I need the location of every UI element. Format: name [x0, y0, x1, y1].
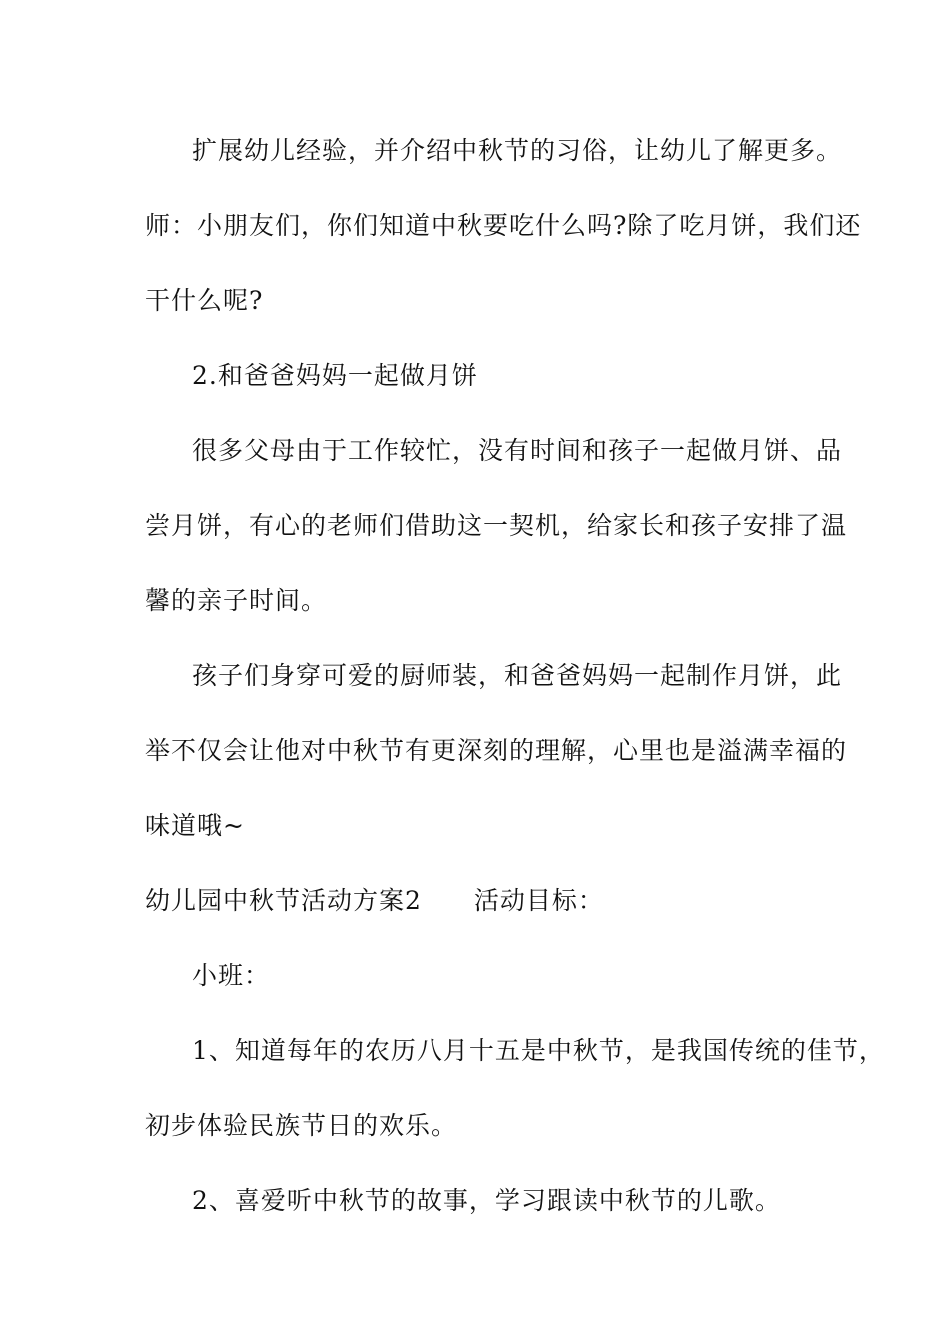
document-title-line: 幼儿园中秋节活动方案2 活动目标：: [145, 886, 604, 915]
section-heading: 2.和爸爸妈妈一起做月饼: [192, 361, 478, 390]
list-item-line: 2、喜爱听中秋节的故事，学习跟读中秋节的儿歌。: [192, 1186, 781, 1215]
paragraph-line: 扩展幼儿经验，并介绍中秋节的习俗，让幼儿了解更多。: [192, 136, 843, 165]
list-item-line: 1、知道每年的农历八月十五是中秋节，是我国传统的佳节，: [192, 1036, 885, 1065]
paragraph-line: 师：小朋友们，你们知道中秋要吃什么吗?除了吃月饼，我们还: [145, 211, 862, 240]
section-heading: 小班：: [192, 961, 271, 990]
paragraph-line: 尝月饼，有心的老师们借助这一契机，给家长和孩子安排了温: [145, 511, 848, 540]
paragraph-line: 干什么呢?: [145, 286, 264, 315]
paragraph-line: 举不仅会让他对中秋节有更深刻的理解，心里也是溢满幸福的: [145, 736, 848, 765]
paragraph-line: 孩子们身穿可爱的厨师装，和爸爸妈妈一起制作月饼，此: [192, 661, 843, 690]
paragraph-line: 很多父母由于工作较忙，没有时间和孩子一起做月饼、品: [192, 436, 843, 465]
paragraph-line: 馨的亲子时间。: [145, 586, 328, 615]
paragraph-line: 味道哦~: [145, 811, 245, 840]
list-item-line: 初步体验民族节日的欢乐。: [145, 1111, 458, 1140]
